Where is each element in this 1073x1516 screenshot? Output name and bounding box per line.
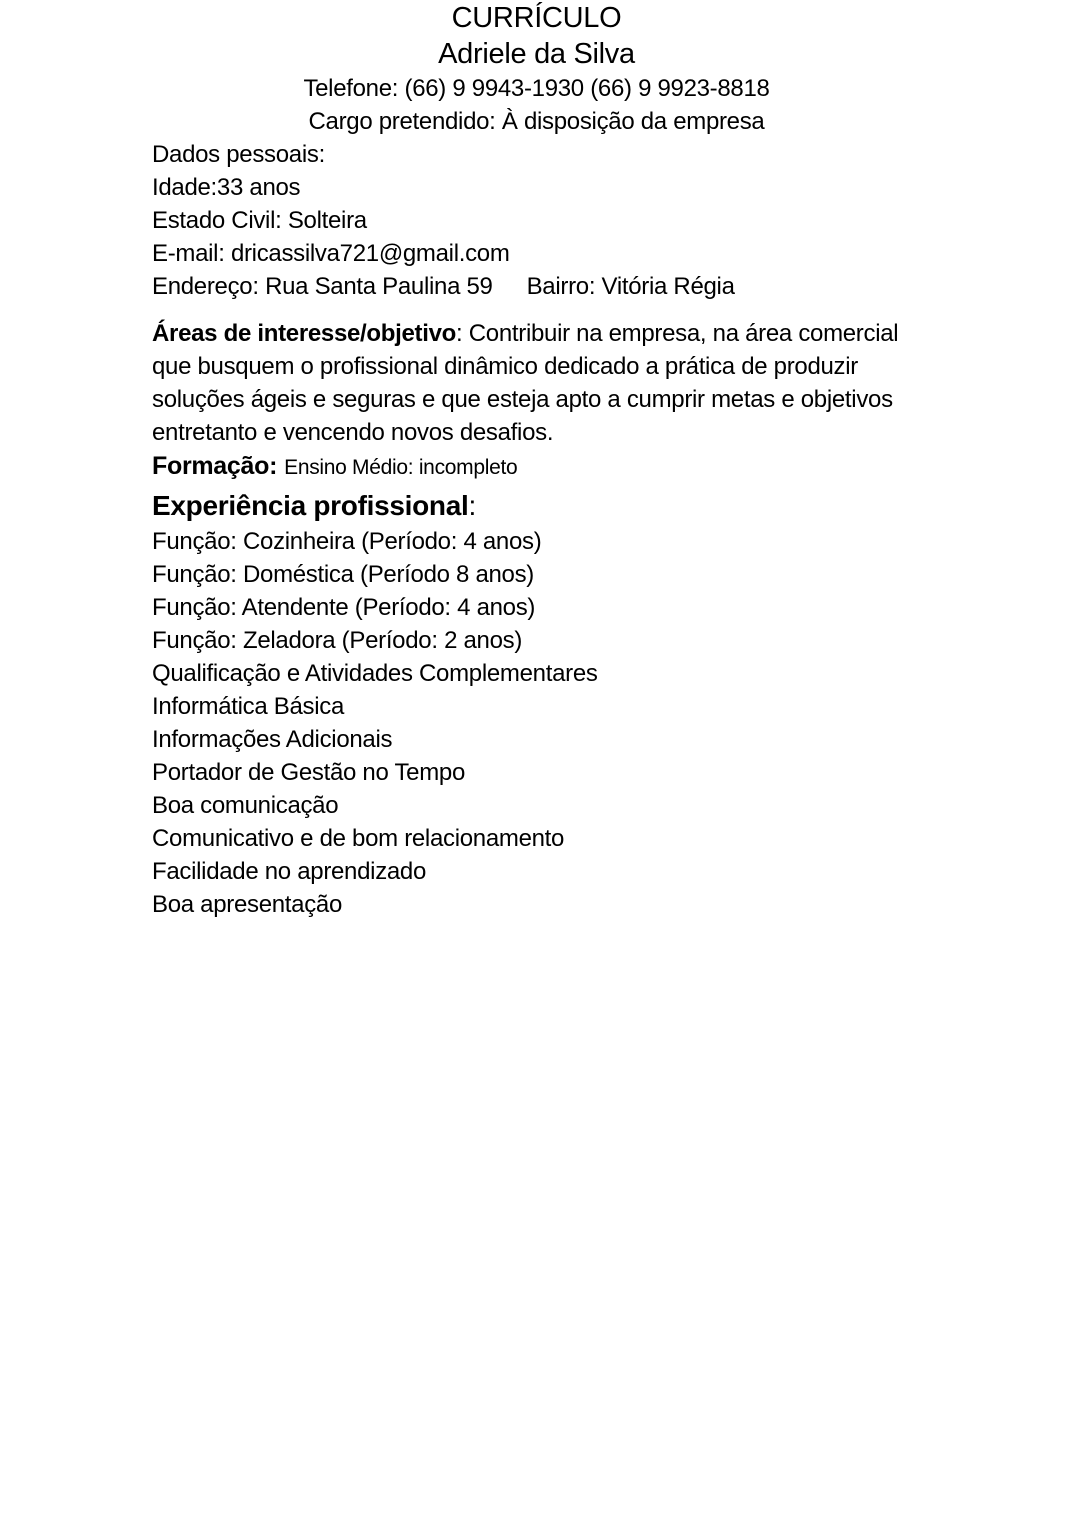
phone-line: Telefone: (66) 9 9943-1930 (66) 9 9923-8818 xyxy=(303,75,770,102)
additional-info-item: Facilidade no aprendizado xyxy=(152,858,427,885)
objective-line-4: entretanto e vencendo novos desafios. xyxy=(152,419,554,446)
address-neighborhood: Bairro: Vitória Régia xyxy=(526,273,735,300)
additional-info-item: Portador de Gestão no Tempo xyxy=(152,759,465,786)
education-label: Formação: xyxy=(152,452,278,480)
desired-position-line: Cargo pretendido: À disposição da empresa xyxy=(308,108,765,135)
additional-info-item: Boa apresentação xyxy=(152,891,343,918)
qualifications-item: Informática Básica xyxy=(152,693,345,720)
experience-item: Função: Cozinheira (Período: 4 anos) xyxy=(152,528,542,555)
objective-line-1 xyxy=(152,317,921,350)
additional-info-item: Boa comunicação xyxy=(152,792,339,819)
personal-data-heading: Dados pessoais: xyxy=(152,141,325,168)
experience-heading-text: Experiência profissional xyxy=(152,490,469,521)
experience-heading-colon: : xyxy=(468,490,476,521)
education-line xyxy=(152,449,921,487)
additional-info-item: Comunicativo e de bom relacionamento xyxy=(152,825,565,852)
experience-item: Função: Doméstica (Período 8 anos) xyxy=(152,561,534,588)
address-line xyxy=(152,270,921,303)
experience-heading xyxy=(152,487,921,525)
objective-line-3: soluções ágeis e seguras e que esteja apto a cumprir metas e objetivos xyxy=(152,386,893,413)
experience-item: Função: Zeladora (Período: 2 anos) xyxy=(152,627,523,654)
experience-item: Função: Atendente (Período: 4 anos) xyxy=(152,594,536,621)
objective-label: Áreas de interesse/objetivo xyxy=(152,320,457,347)
education-value: Ensino Médio: incompleto xyxy=(284,456,518,479)
candidate-name: Adriele da Silva xyxy=(438,38,635,70)
age-line: Idade:33 anos xyxy=(152,174,301,201)
address-street: Endereço: Rua Santa Paulina 59 xyxy=(152,273,493,300)
objective-line-2: que busquem o profissional dinâmico dedicado a prática de produzir xyxy=(152,353,858,380)
qualifications-heading: Qualificação e Atividades Complementares xyxy=(152,660,598,687)
additional-info-heading: Informações Adicionais xyxy=(152,726,393,753)
marital-status-line: Estado Civil: Solteira xyxy=(152,207,367,234)
objective-paragraph xyxy=(152,317,921,449)
document-title: CURRÍCULO xyxy=(451,2,622,34)
email-line: E-mail: dricassilva721@gmail.com xyxy=(152,240,510,267)
objective-line-1-rest: : Contribuir na empresa, na área comercial xyxy=(456,320,899,347)
